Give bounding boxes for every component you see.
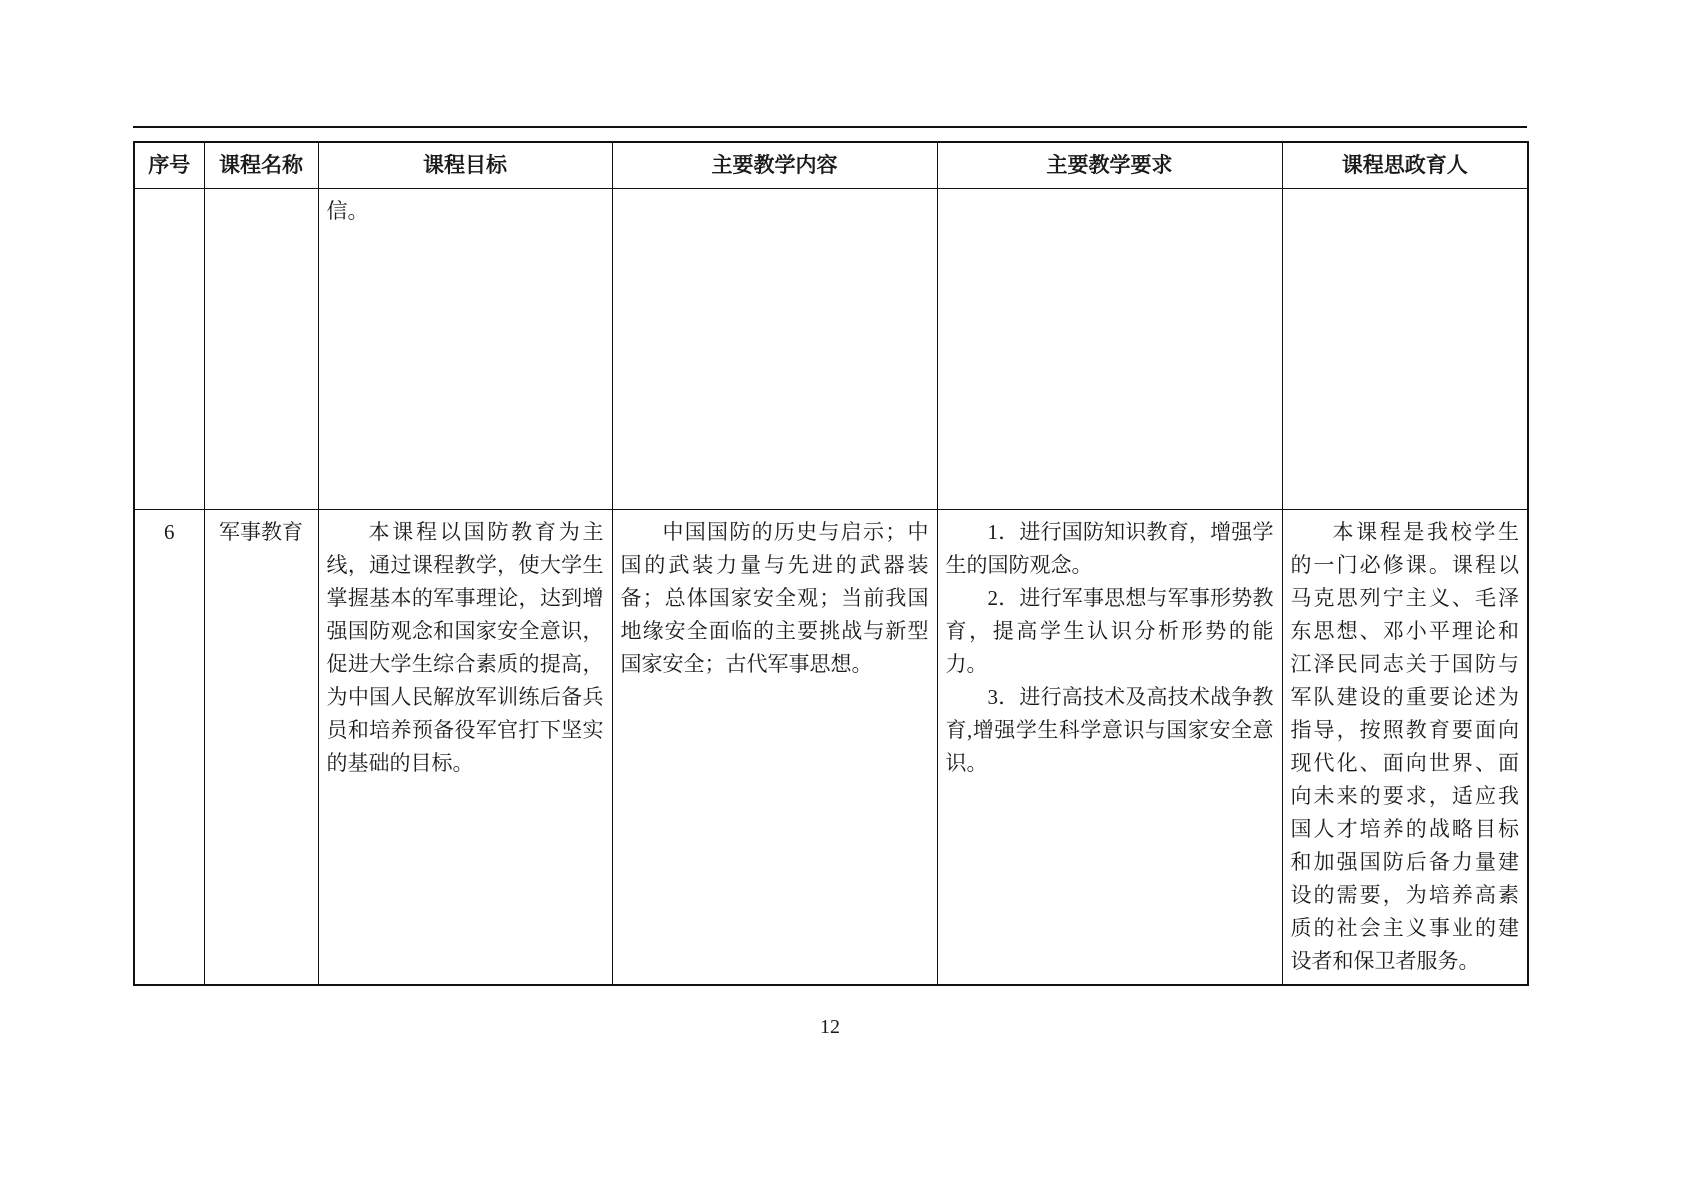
content-paragraph: 中国国防的历史与启示；中国的武装力量与先进的武器装备；总体国家安全观；当前我国地缘安全面临的主要挑战与新型国家安全；古代军事思想。: [620, 520, 929, 676]
requirement-item: 2．进行军事思想与军事形势教育，提高学生认识分析形势的能力。: [945, 586, 1274, 676]
table-header-row: [134, 142, 1528, 189]
course-table: [133, 141, 1529, 986]
requirement-item: 3．进行高技术及高技术战争教育,增强学生科学意识与国家安全意识。: [945, 685, 1274, 775]
cell-ideology: [1282, 189, 1528, 510]
cell-content: [612, 510, 937, 986]
ideology-paragraph: 本课程是我校学生的一门必修课。课程以马克思列宁主义、毛泽东思想、邓小平理论和江泽民同志关于国防与军队建设的重要论述为指导，按照教育要面向现代化、面向世界、面向未来的要求，适应我国人才培养的战略目标和加强国防后备力量建设的需要，为培养高素质的社会主义事业的建设者和保卫者服务。: [1290, 520, 1519, 973]
cell-ideology: [1282, 510, 1528, 986]
header-ideology: 课程思政育人: [1282, 142, 1528, 189]
cell-content: [612, 189, 937, 510]
cell-seq: 6: [134, 510, 204, 986]
table-row-6: [134, 510, 1528, 986]
objective-continuation-text: 信。: [326, 199, 369, 223]
table-row-continuation: [134, 189, 1528, 510]
cell-seq: [134, 189, 204, 510]
header-requirements: 主要教学要求: [937, 142, 1282, 189]
cell-requirements: [937, 189, 1282, 510]
page-number: 12: [820, 1016, 840, 1038]
page-header-rule: [133, 126, 1527, 128]
cell-course-name: 军事教育: [204, 510, 318, 986]
cell-requirements: [937, 510, 1282, 986]
header-content: 主要教学内容: [612, 142, 937, 189]
requirement-item: 1．进行国防知识教育，增强学生的国防观念。: [945, 520, 1274, 577]
cell-objective: [318, 189, 612, 510]
header-seq: 序号: [134, 142, 204, 189]
header-objective: 课程目标: [318, 142, 612, 189]
cell-course-name: [204, 189, 318, 510]
objective-paragraph: 本课程以国防教育为主线，通过课程教学，使大学生掌握基本的军事理论，达到增强国防观念和国家安全意识，促进大学生综合素质的提高，为中国人民解放军训练后备兵员和培养预备役军官打下坚实的基础的目标。: [326, 520, 604, 775]
cell-objective: [318, 510, 612, 986]
header-course-name: 课程名称: [204, 142, 318, 189]
